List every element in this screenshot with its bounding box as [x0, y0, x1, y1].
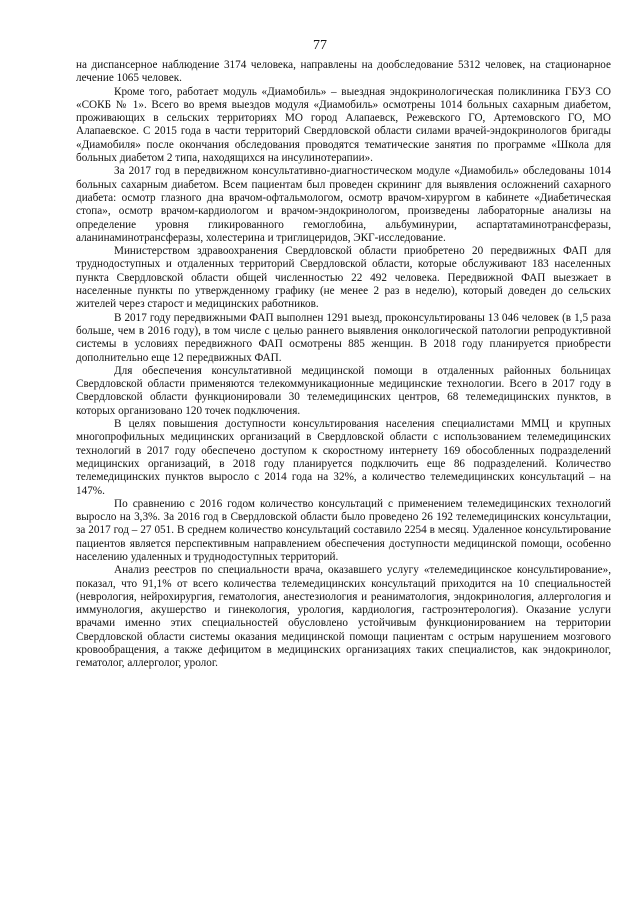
paragraph: Анализ реестров по специальности врача, оказавшего услугу «телемедицинское консультирование», показал, что 91,1% от всего количества телемедицинских консультаций приходится на 10 специальностей (неврология, нейрохирургия, гематология, анестезиология и реаниматология, эндокринология, аллергология и иммунология, акушерство и гинекология, урология, кардиология, гастроэнтерология). Оказание услуги врачами именно этих специальностей обусловлено устойчивым функционированием на территории Свердловской области системы оказания медицинской помощи пациентам с острым нарушением мозгового кровообращения, а также дефицитом в медицинских организациях таких специалистов, как эндокринолог, гематолог, аллерголог, уролог. — [76, 564, 611, 670]
paragraph: Кроме того, работает модуль «Диамобиль» – выездная эндокринологическая поликлиника ГБУЗ СО «СОКБ № 1». Всего во время выездов модуля «Диамобиль» осмотрены 1014 больных сахарным диабетом, проживающих в сельских территориях МО город Алапаевск, Режевского ГО, Артемовского ГО, МО Алапаевское. С 2015 года в части территорий Свердловской области силами врачей-эндокринологов бригады «Диамобиля» после окончания обследования проводятся тематические занятия по программе «Школа для больных диабетом 2 типа, находящихся на инсулинотерапии». — [76, 85, 611, 165]
paragraph: на диспансерное наблюдение 3174 человека, направлены на дообследование 5312 человек, на стационарное лечение 1065 человек. — [76, 59, 611, 85]
body-text — [76, 59, 611, 671]
paragraph: В 2017 году передвижными ФАП выполнен 1291 выезд, проконсультированы 13 046 человек (в 1,5 раза больше, чем в 2016 году), в том числе с целью раннего выявления онкологической патологии репродуктивной системы в условиях передвижного ФАП осмотрены 885 женщин. В 2018 году планируется приобрести дополнительно еще 12 передвижных ФАП. — [76, 311, 611, 364]
page-number: 77 — [313, 38, 327, 53]
paragraph: За 2017 год в передвижном консультативно-диагностическом модуле «Диамобиль» обследованы 1014 больных сахарным диабетом. Всем пациентам был проведен скрининг для выявления осложнений сахарного диабета: осмотр глазного дна врачом-офтальмологом, осмотр врачом-хирургом в кабинете «Диабетическая стопа», осмотр врачом-кардиологом и врачом-эндокринологом, произведены лабораторные анализы на определение уровня гликированного гемоглобина, альбуминурии, аспартатаминотрансферазы, аланинаминотрансферазы, холестерина и триглицеридов, ЭКГ-исследование. — [76, 165, 611, 244]
paragraph: В целях повышения доступности консультирования населения специалистами ММЦ и крупных многопрофильных медицинских организаций в Свердловской области с использованием телемедицинских технологий в 2017 году обеспечено доступом к скоростному интернету 169 обособленных подразделений медицинских организаций, в 2018 году планируется подключить еще 86 подразделений. Количество телемедицинских пунктов выросло с 2014 года на 32%, а количество телемедицинских консультаций – на 147%. — [76, 418, 611, 497]
paragraph: Министерством здравоохранения Свердловской области приобретено 20 передвижных ФАП для труднодоступных и отдаленных территорий Свердловской области, которые обслуживают 183 населенных пункта Свердловской области общей численностью 22 492 человека. Передвижной ФАП выезжает в населенные пункты по утвержденному графику (не менее 2 раз в неделю), который доведен до сельских жителей через старост и медицинских работников. — [76, 245, 611, 311]
paragraph: По сравнению с 2016 годом количество консультаций с применением телемедицинских технологий выросло на 3,3%. За 2016 год в Свердловской области было проведено 26 192 телемедицинских консультации, за 2017 год – 27 051. В среднем количество консультаций составило 2254 в месяц. Удаленное консультирование пациентов является перспективным направлением обеспечения доступности медицинской помощи, особенно населению удаленных и труднодоступных территорий. — [76, 497, 611, 563]
paragraph: Для обеспечения консультативной медицинской помощи в отдаленных районных больницах Свердловской области применяются телекоммуникационные медицинские технологии. Всего в 2017 году в Свердловской области функционировали 30 телемедицинских центров, 68 телемедицинских пунктов, в которых организовано 120 точек подключения. — [76, 364, 611, 417]
